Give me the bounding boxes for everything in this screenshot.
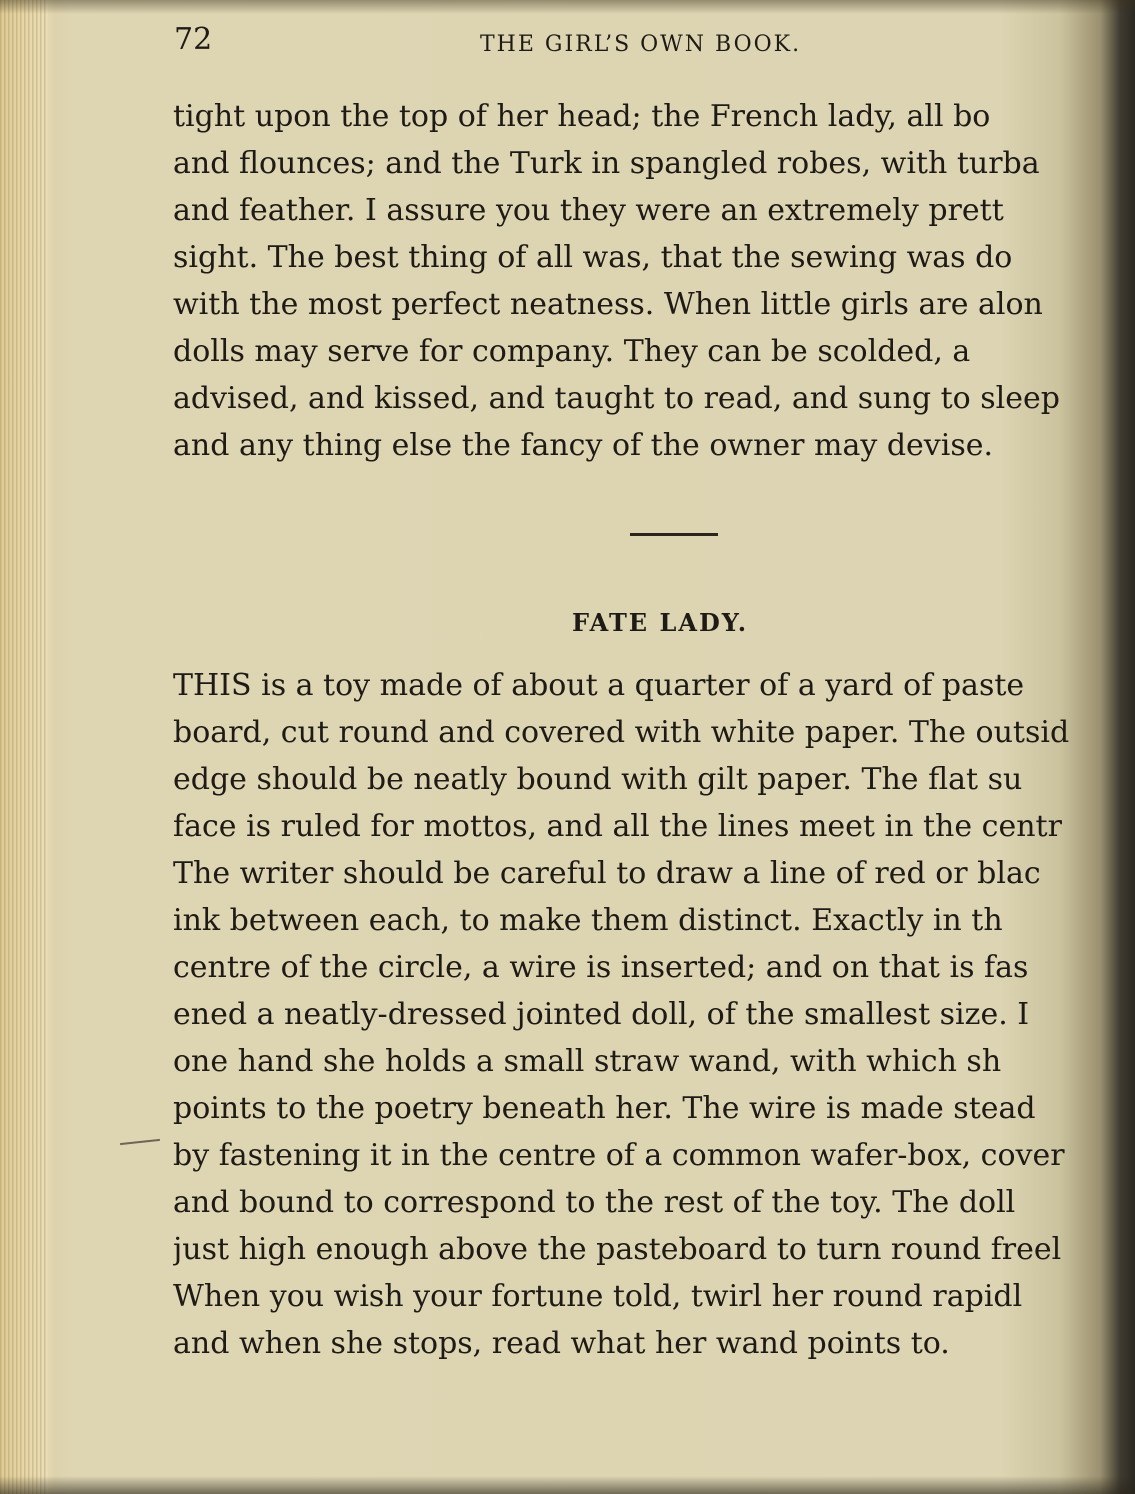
text-line: ink between each, to make them distinct. Exactly in th bbox=[173, 903, 1003, 938]
text-line: and when she stops, read what her wand points to. bbox=[173, 1326, 950, 1361]
text-line: and any thing else the fancy of the owner may devise. bbox=[173, 428, 994, 463]
page-number: 72 bbox=[174, 22, 213, 57]
running-title: THE GIRL’S OWN BOOK. bbox=[480, 32, 802, 57]
section-divider-rule bbox=[630, 533, 718, 536]
text-line: just high enough above the pasteboard to turn round freel bbox=[173, 1232, 1062, 1267]
page-stack-edge bbox=[0, 0, 48, 1494]
top-shadow bbox=[0, 0, 1135, 14]
text-line: sight. The best thing of all was, that the sewing was do bbox=[173, 240, 1013, 275]
text-line: and bound to correspond to the rest of the toy. The doll bbox=[173, 1185, 1016, 1220]
text-line: tight upon the top of her head; the French lady, all bo bbox=[173, 99, 991, 134]
text-line: advised, and kissed, and taught to read, and sung to sleep bbox=[173, 381, 1060, 416]
text-line: points to the poetry beneath her. The wire is made stead bbox=[173, 1091, 1036, 1126]
text-line: When you wish your fortune told, twirl her round rapidl bbox=[173, 1279, 1023, 1314]
text-line: face is ruled for mottos, and all the lines meet in the centr bbox=[173, 809, 1062, 844]
text-line: The writer should be careful to draw a line of red or blac bbox=[173, 856, 1041, 891]
text-line: with the most perfect neatness. When little girls are alon bbox=[173, 287, 1043, 322]
text-line: centre of the circle, a wire is inserted; and on that is fas bbox=[173, 950, 1029, 985]
margin-pencil-mark bbox=[120, 1139, 160, 1145]
bottom-shadow bbox=[0, 1476, 1135, 1494]
paragraph-doll-dresses bbox=[173, 93, 1060, 469]
text-line: board, cut round and covered with white paper. The outsid bbox=[173, 715, 1070, 750]
text-line: ened a neatly-dressed jointed doll, of the smallest size. I bbox=[173, 997, 1030, 1032]
text-line: and feather. I assure you they were an extremely prett bbox=[173, 193, 1004, 228]
text-line: edge should be neatly bound with gilt paper. The flat su bbox=[173, 762, 1023, 797]
text-line: THIS is a toy made of about a quarter of a yard of paste bbox=[173, 668, 1025, 703]
text-line: one hand she holds a small straw wand, with which sh bbox=[173, 1044, 1002, 1079]
text-line: and flounces; and the Turk in spangled robes, with turba bbox=[173, 146, 1040, 181]
text-line: dolls may serve for company. They can be scolded, a bbox=[173, 334, 971, 369]
text-line: by fastening it in the centre of a common wafer-box, cover bbox=[173, 1138, 1065, 1173]
section-heading: FATE LADY. bbox=[572, 608, 749, 637]
paragraph-fate-lady bbox=[173, 662, 1069, 1367]
